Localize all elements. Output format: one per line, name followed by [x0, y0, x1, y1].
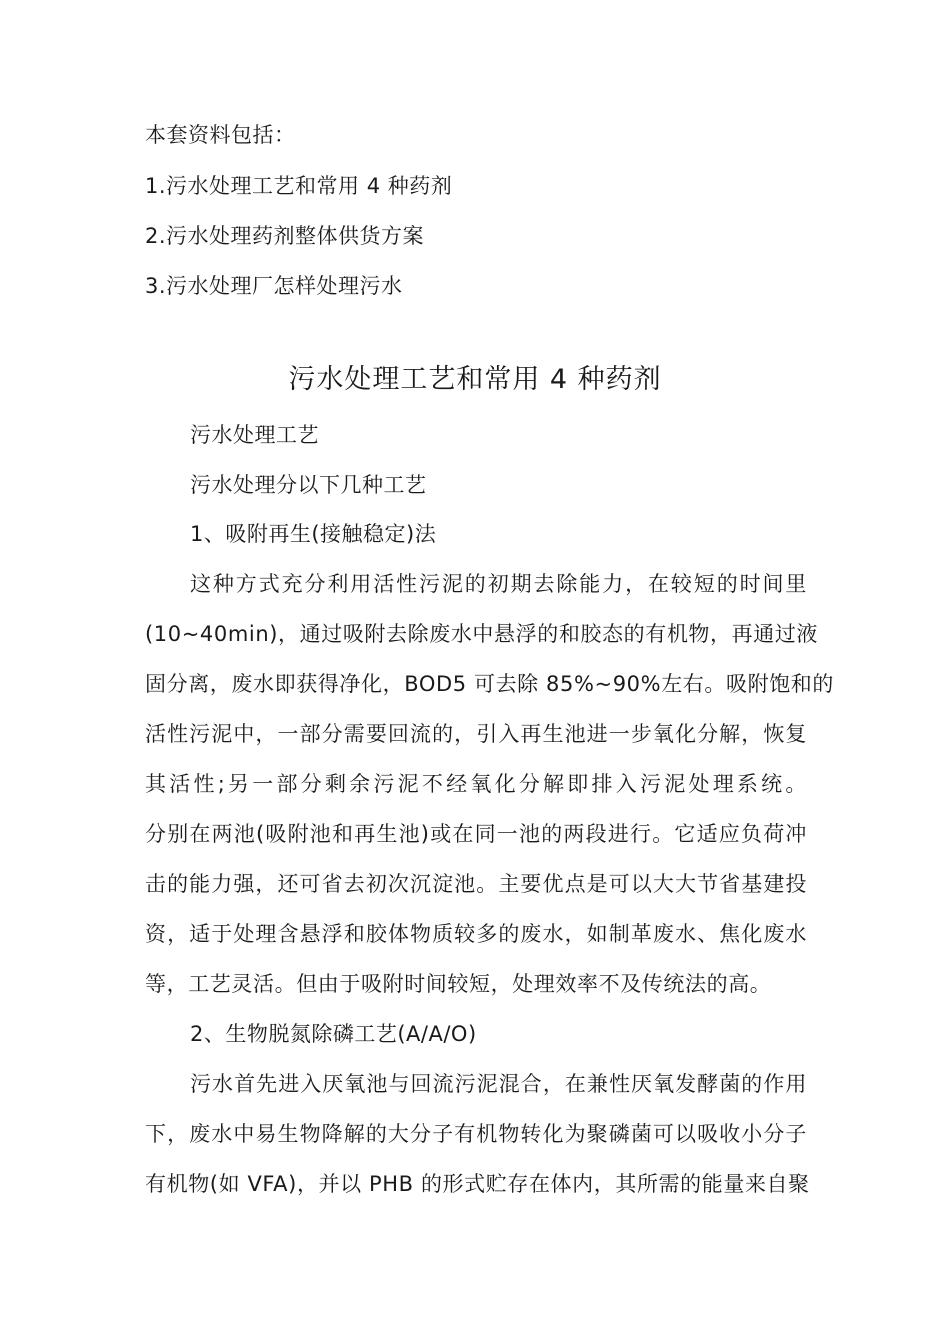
- intro-item-3: 3.污水处理厂怎样处理污水: [145, 274, 403, 298]
- method1-line-9: 等，工艺灵活。但由于吸附时间较短，处理效率不及传统法的高。: [145, 972, 772, 996]
- method2-heading: 2、生物脱氮除磷工艺(A/A/O): [190, 1022, 477, 1046]
- method1-line-6: 分别在两池(吸附池和再生池)或在同一池的两段进行。它适应负荷冲: [145, 822, 807, 846]
- method1-line-4: 活性污泥中，一部分需要回流的，引入再生池进一步氧化分解，恢复: [145, 722, 807, 746]
- method1-heading: 1、吸附再生(接触稳定)法: [190, 522, 437, 546]
- intro-heading: 本套资料包括：: [145, 123, 296, 147]
- intro-item-2: 2.污水处理药剂整体供货方案: [145, 224, 425, 248]
- method1-line-8: 资，适于处理含悬浮和胶体物质较多的废水，如制革废水、焦化废水: [145, 922, 807, 946]
- section-lead: 污水处理分以下几种工艺: [190, 473, 427, 497]
- section-subheading: 污水处理工艺: [190, 423, 319, 447]
- method1-line-7: 击的能力强，还可省去初次沉淀池。主要优点是可以大大节省基建投: [145, 872, 807, 896]
- method2-line-2: 下，废水中易生物降解的大分子有机物转化为聚磷菌可以吸收小分子: [145, 1122, 807, 1146]
- method1-line-2: (10~40min)，通过吸附去除废水中悬浮的和胶态的有机物，再通过液: [145, 622, 819, 646]
- method2-line-1: 污水首先进入厌氧池与回流污泥混合，在兼性厌氧发酵菌的作用: [190, 1072, 807, 1096]
- method1-line-3: 固分离，废水即获得净化，BOD5 可去除 85%~90%左右。吸附饱和的: [145, 672, 834, 696]
- section-title: 污水处理工艺和常用 4 种药剂: [288, 364, 662, 395]
- method2-line-3: 有机物(如 VFA)，并以 PHB 的形式贮存在体内，其所需的能量来自聚: [145, 1172, 810, 1196]
- method1-line-5: 其活性;另一部分剩余污泥不经氧化分解即排入污泥处理系统。: [145, 772, 807, 796]
- intro-item-1: 1.污水处理工艺和常用 4 种药剂: [145, 174, 453, 198]
- method1-line-1: 这种方式充分利用活性污泥的初期去除能力，在较短的时间里: [190, 572, 807, 596]
